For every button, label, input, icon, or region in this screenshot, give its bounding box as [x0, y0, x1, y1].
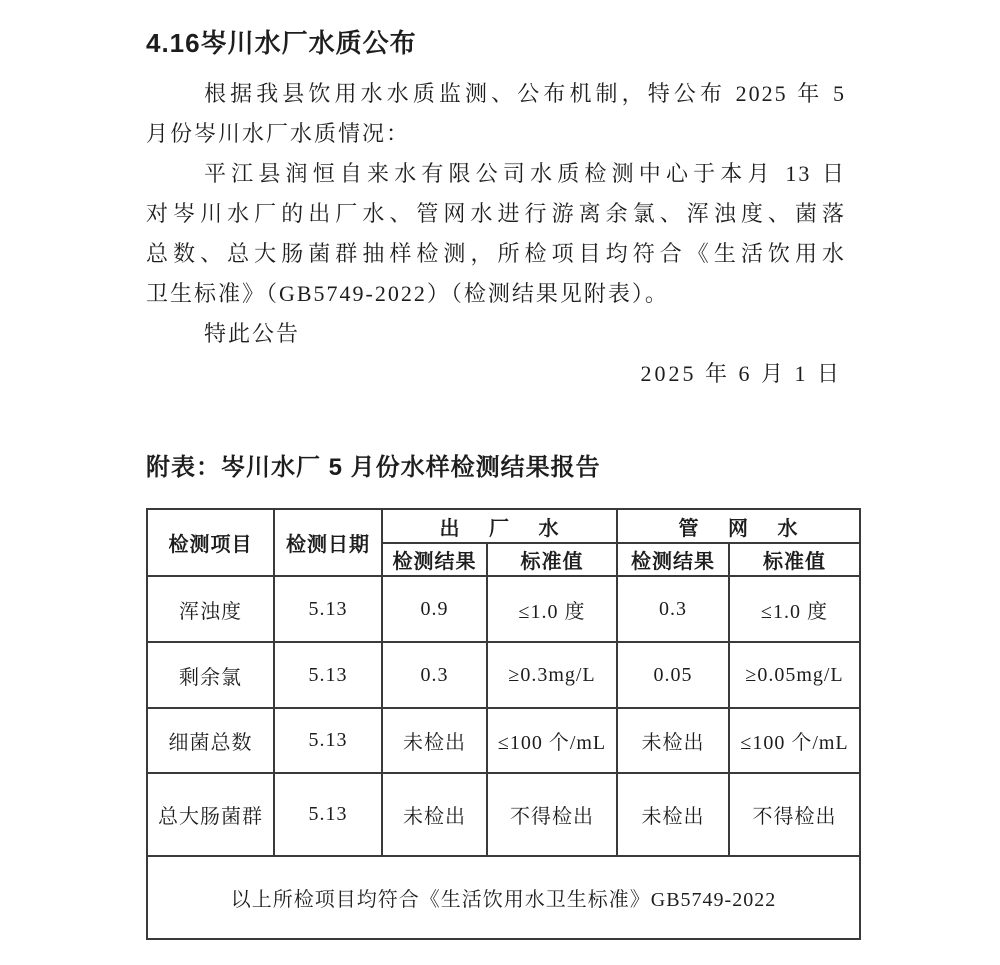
cell-network-standard: 不得检出 [729, 773, 860, 856]
cell-factory-standard: ≤100 个/mL [487, 708, 617, 773]
cell-network-result: 0.05 [617, 642, 729, 708]
cell-factory-result: 0.3 [382, 642, 487, 708]
paragraph-line: 根据我县饮用水水质监测、公布机制，特公布 2025 年 5 [204, 81, 846, 106]
table-footer-row [147, 856, 860, 939]
cell-network-standard: ≥0.05mg/L [729, 642, 860, 708]
paragraph-line: 对岑川水厂的出厂水、管网水进行游离余氯、浑浊度、菌落 [146, 201, 846, 226]
cell-network-standard: ≤1.0 度 [729, 576, 860, 642]
cell-network-standard: ≤100 个/mL [729, 708, 860, 773]
cell-network-result: 未检出 [617, 708, 729, 773]
cell-factory-standard: ≥0.3mg/L [487, 642, 617, 708]
table-row [147, 576, 860, 642]
cell-test-item: 剩余氯 [147, 642, 274, 708]
table-header-row [147, 509, 860, 543]
cell-factory-standard: 不得检出 [487, 773, 617, 856]
header-network-result: 检测结果 [617, 543, 729, 576]
paragraph-line: 卫生标准》（GB5749-2022）（检测结果见附表）。 [146, 281, 669, 306]
header-factory-standard: 标准值 [487, 543, 617, 576]
document-title: 4.16岑川水厂水质公布 [146, 28, 417, 58]
cell-test-date: 5.13 [274, 773, 382, 856]
table-row [147, 773, 860, 856]
cell-test-date: 5.13 [274, 642, 382, 708]
cell-factory-result: 未检出 [382, 773, 487, 856]
table-caption: 附表：岑川水厂 5 月份水样检测结果报告 [146, 454, 601, 481]
announcement-body [146, 74, 846, 394]
header-network-standard: 标准值 [729, 543, 860, 576]
header-factory-result: 检测结果 [382, 543, 487, 576]
header-test-date: 检测日期 [274, 509, 382, 576]
header-test-item: 检测项目 [147, 509, 274, 576]
water-quality-table [146, 508, 861, 940]
cell-test-date: 5.13 [274, 576, 382, 642]
cell-test-item: 总大肠菌群 [147, 773, 274, 856]
cell-factory-standard: ≤1.0 度 [487, 576, 617, 642]
paragraph-line: 平江县润恒自来水有限公司水质检测中心于本月 13 日 [204, 161, 846, 186]
header-network-water-group: 管 网 水 [617, 509, 860, 543]
cell-test-item: 浑浊度 [147, 576, 274, 642]
cell-network-result: 未检出 [617, 773, 729, 856]
cell-factory-result: 未检出 [382, 708, 487, 773]
paragraph-line: 总数、总大肠菌群抽样检测，所检项目均符合《生活饮用水 [146, 241, 846, 266]
closing-statement: 特此公告 [204, 321, 301, 346]
paragraph-line: 月份岑川水厂水质情况： [146, 121, 411, 146]
date-line: 2025 年 6 月 1 日 [640, 361, 842, 386]
table-footer-note: 以上所检项目均符合《生活饮用水卫生标准》GB5749-2022 [147, 856, 860, 939]
cell-factory-result: 0.9 [382, 576, 487, 642]
table-row [147, 642, 860, 708]
cell-test-item: 细菌总数 [147, 708, 274, 773]
cell-test-date: 5.13 [274, 708, 382, 773]
table-row [147, 708, 860, 773]
cell-network-result: 0.3 [617, 576, 729, 642]
header-factory-water-group: 出 厂 水 [382, 509, 617, 543]
